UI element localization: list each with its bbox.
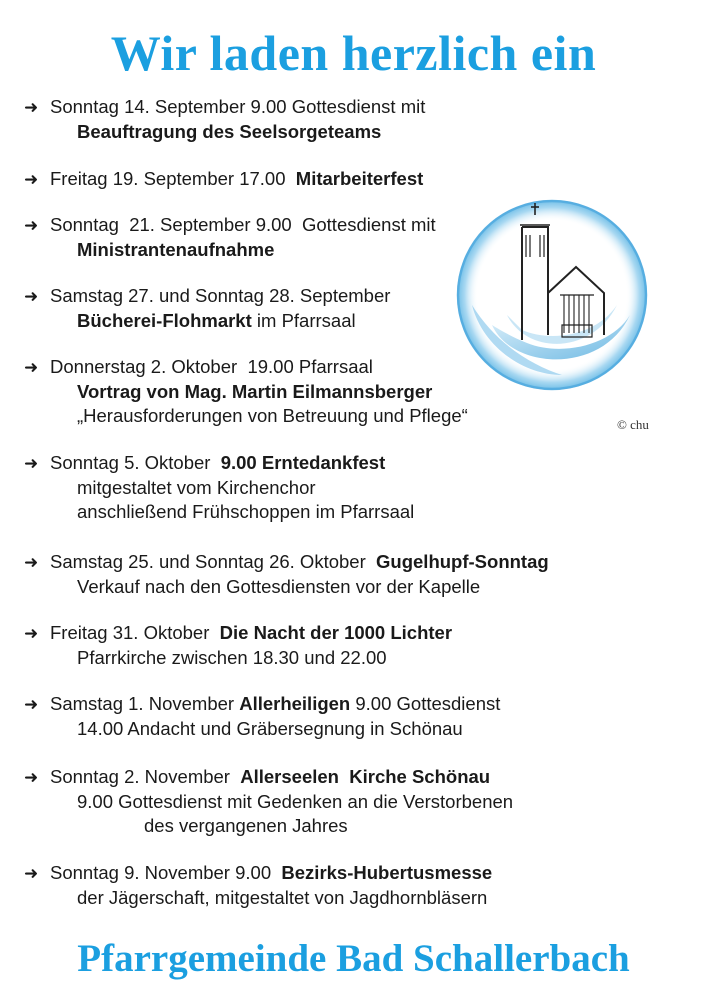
arrow-right-icon: ➜ (24, 98, 39, 117)
event-item (24, 451, 414, 524)
event-item (24, 621, 452, 670)
event-date: Sonntag 5. Oktober (50, 452, 221, 473)
event-detail: Verkauf nach den Gottesdiensten vor der Kapelle (77, 576, 481, 597)
event-item (24, 213, 436, 262)
event-detail: Pfarrkirche zwischen 18.30 und 22.00 (77, 647, 387, 668)
footer-parish-name: Pfarrgemeinde Bad Schallerbach (77, 937, 630, 980)
arrow-right-icon: ➜ (24, 358, 39, 377)
arrow-right-icon: ➜ (24, 170, 39, 189)
event-date: Sonntag 21. September 9.00 Gottesdienst mit (50, 214, 436, 235)
event-date: Samstag 1. November (50, 693, 240, 714)
arrow-right-icon: ➜ (24, 287, 39, 306)
event-highlight: Mitarbeiterfest (295, 168, 424, 189)
event-date: Samstag 27. und Sonntag 28. September (50, 285, 391, 306)
arrow-right-icon: ➜ (24, 768, 39, 787)
event-item (24, 95, 425, 144)
arrow-right-icon: ➜ (24, 624, 39, 643)
arrow-right-icon: ➜ (24, 864, 39, 883)
event-highlight: Ministrantenaufnahme (77, 239, 275, 260)
arrow-right-icon: ➜ (24, 454, 39, 473)
arrow-right-icon: ➜ (24, 216, 39, 235)
church-in-circle-icon (452, 195, 652, 395)
event-detail: des vergangenen Jahres (144, 815, 348, 836)
event-date: Sonntag 9. November 9.00 (50, 862, 282, 883)
event-highlight: Bezirks-Hubertusmesse (281, 862, 493, 883)
event-highlight: Allerseelen Kirche Schönau (240, 766, 491, 787)
event-date: Sonntag 2. November (50, 766, 241, 787)
event-item (24, 167, 423, 192)
event-date: Sonntag 14. September 9.00 Gottesdienst mit (50, 96, 426, 117)
event-date: Samstag 25. und Sonntag 26. Oktober (50, 551, 377, 572)
event-detail: „Herausforderungen von Betreuung und Pflege“ (77, 405, 468, 426)
event-highlight: Allerheiligen (239, 693, 351, 714)
event-highlight: Gugelhupf-Sonntag (376, 551, 549, 572)
event-detail: anschließend Frühschoppen im Pfarrsaal (77, 501, 415, 522)
event-detail: mitgestaltet vom Kirchenchor (77, 477, 316, 498)
event-date: Freitag 31. Oktober (50, 622, 220, 643)
event-date: Freitag 19. September 17.00 (50, 168, 296, 189)
event-date: Donnerstag 2. Oktober 19.00 Pfarrsaal (50, 356, 373, 377)
event-highlight: Vortrag von Mag. Martin Eilmannsberger (77, 381, 433, 402)
event-highlight: Die Nacht der 1000 Lichter (219, 622, 453, 643)
event-detail: der Jägerschaft, mitgestaltet von Jagdhornbläsern (77, 887, 488, 908)
event-item (24, 692, 500, 741)
event-item (24, 284, 390, 333)
event-item (24, 355, 468, 428)
logo-credit: © chu (617, 417, 649, 432)
event-time: 9.00 Gottesdienst (350, 693, 501, 714)
arrow-right-icon: ➜ (24, 553, 39, 572)
event-detail: 14.00 Andacht und Gräbersegnung in Schönau (77, 718, 463, 739)
event-detail: im Pfarrsaal (251, 310, 356, 331)
event-item (24, 765, 513, 838)
event-highlight: Bücherei-Flohmarkt (77, 310, 252, 331)
event-highlight: 9.00 Erntedankfest (220, 452, 386, 473)
event-detail: 9.00 Gottesdienst mit Gedenken an die Verstorbenen (77, 791, 514, 812)
event-item (24, 861, 492, 910)
arrow-right-icon: ➜ (24, 695, 39, 714)
event-highlight: Beauftragung des Seelsorgeteams (77, 121, 382, 142)
event-item (24, 550, 549, 599)
page-title: Wir laden herzlich ein (110, 25, 597, 81)
